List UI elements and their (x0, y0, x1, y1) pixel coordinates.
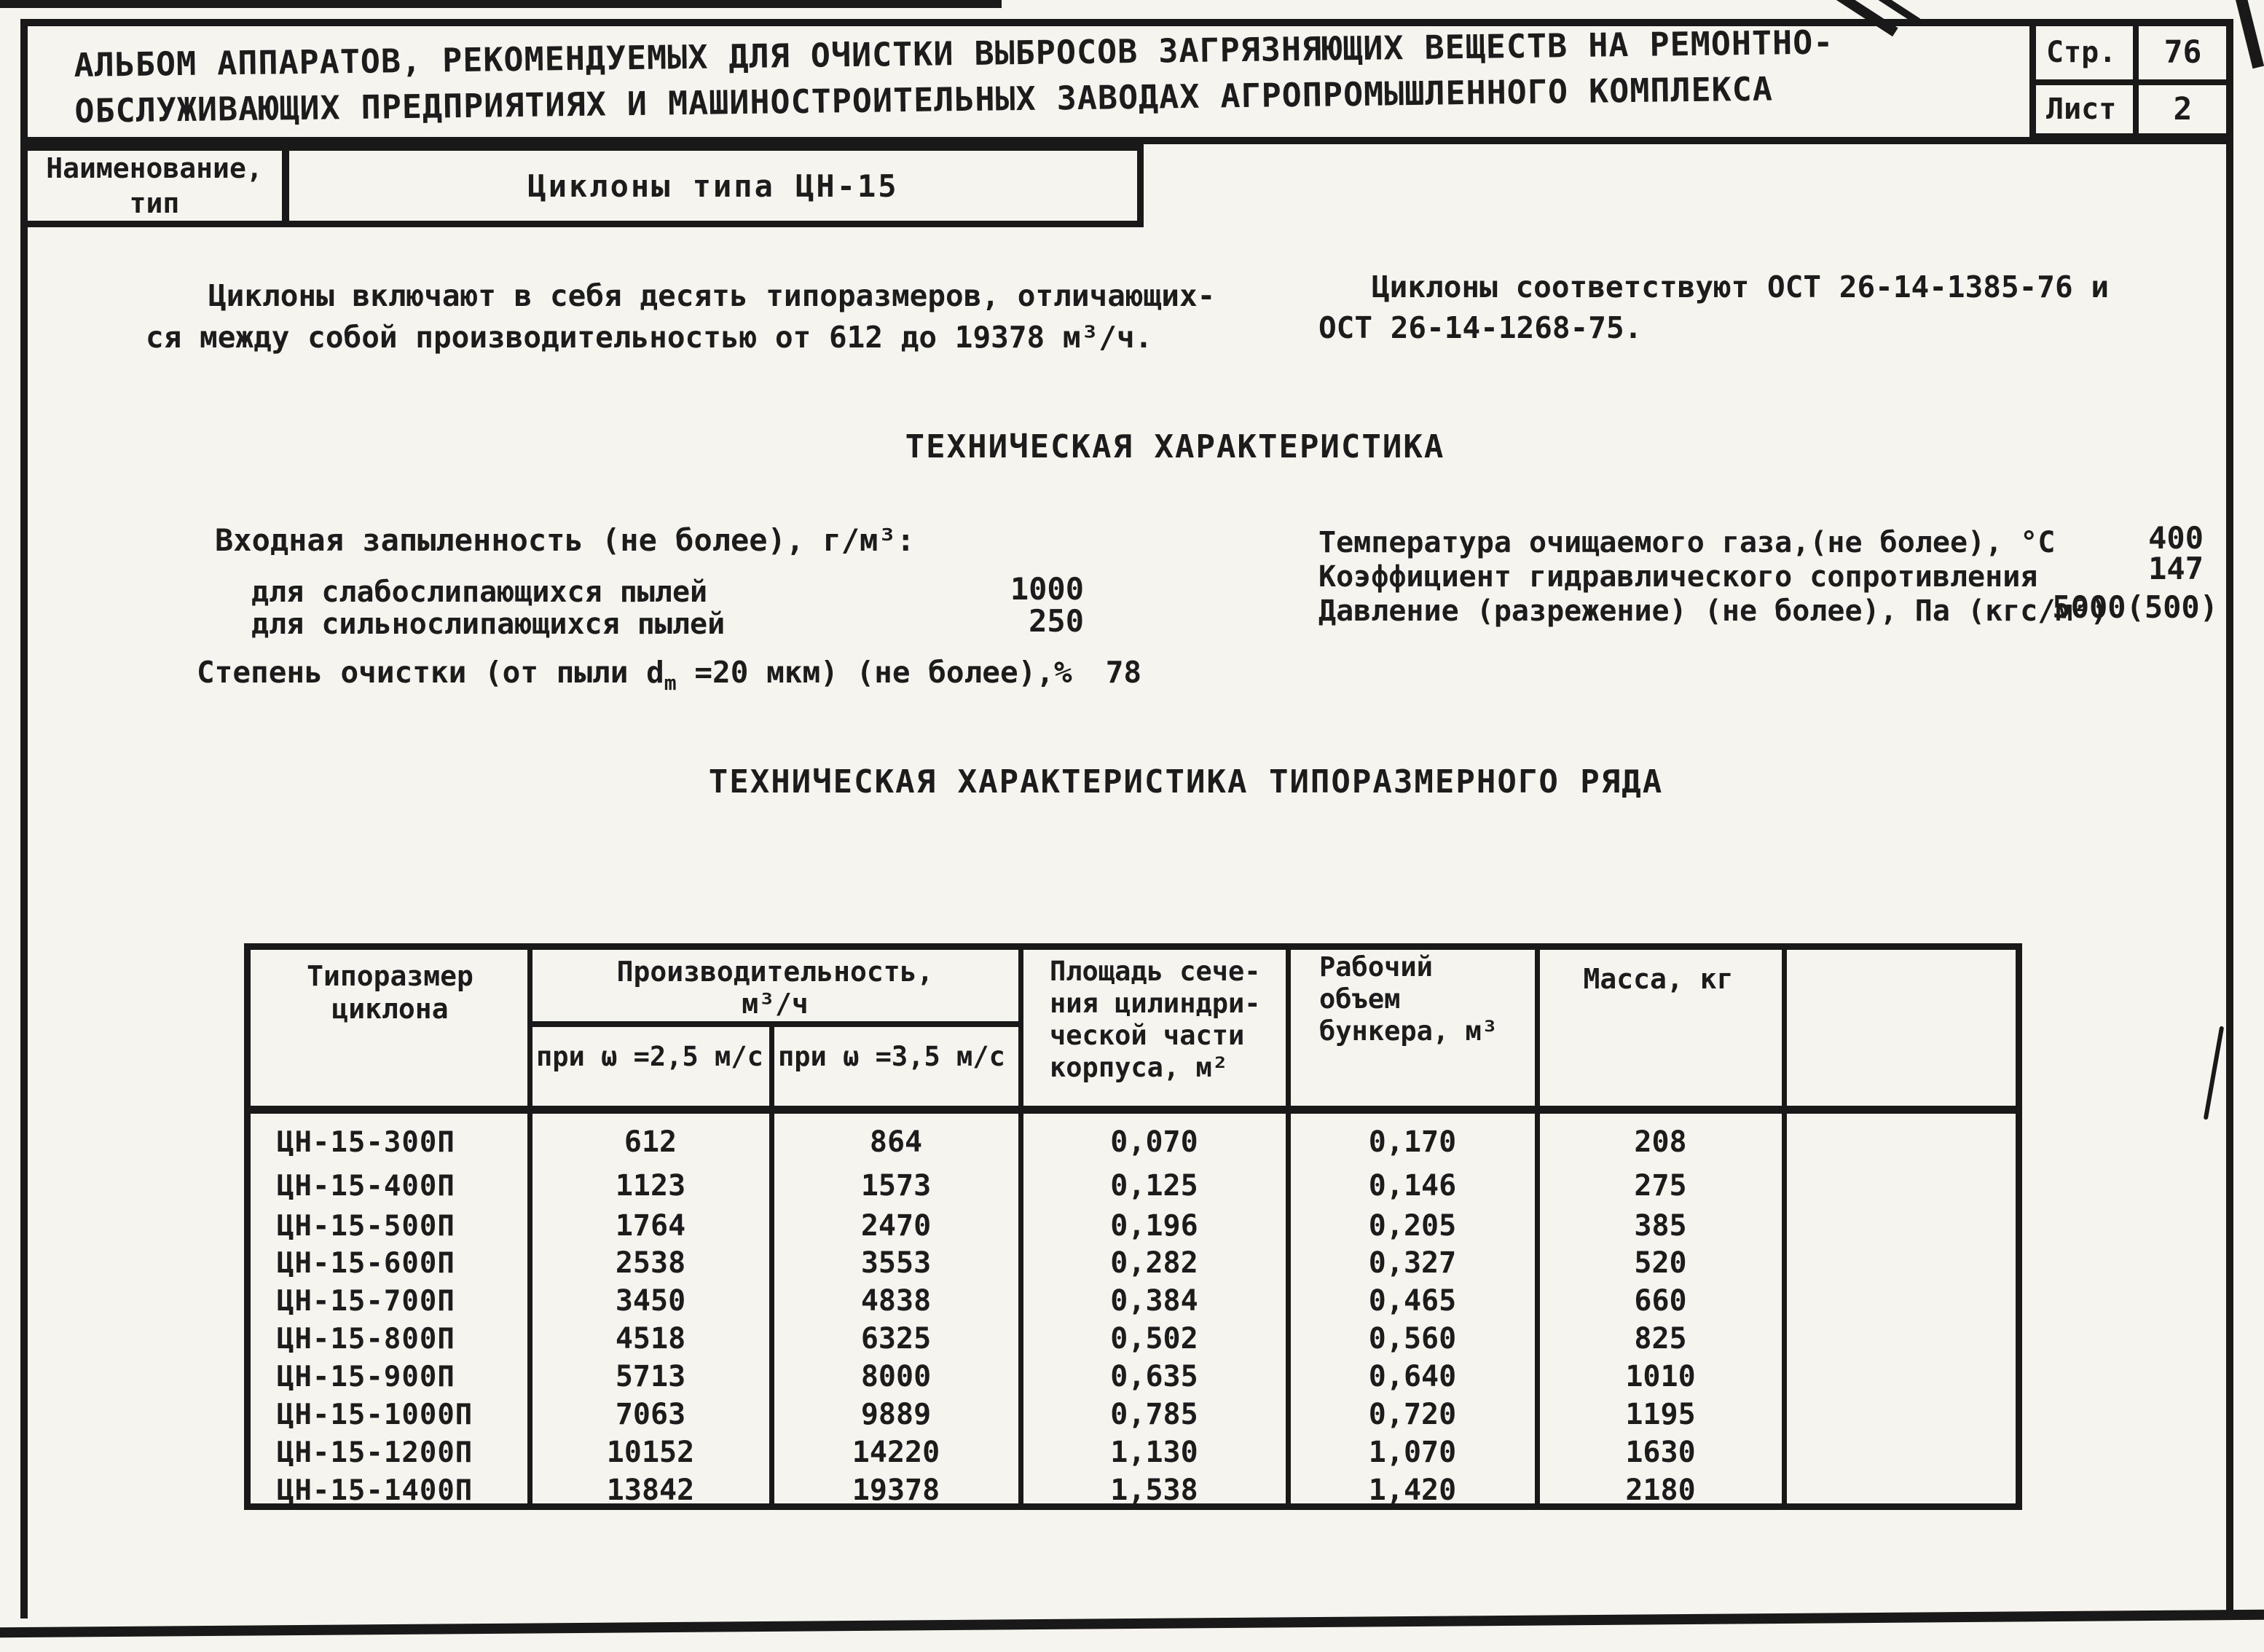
cell-mass: 385 (1634, 1209, 1687, 1243)
cell-capacity-25: 612 (624, 1125, 677, 1159)
cell-capacity-35: 19378 (852, 1474, 940, 1507)
tech-characteristics-heading: ТЕХНИЧЕСКАЯ ХАРАКТЕРИСТИКА (905, 428, 1445, 465)
col-header-area-line3: ческой части (1050, 1020, 1245, 1051)
table-subheader-line (527, 1021, 1023, 1027)
cell-area: 0,635 (1110, 1360, 1198, 1393)
cell-mass: 825 (1634, 1322, 1687, 1356)
cell-area: 0,125 (1110, 1169, 1198, 1203)
table-row (251, 1282, 2016, 1320)
cleaning-degree-subscript: m (664, 671, 677, 695)
size-range-heading: ТЕХНИЧЕСКАЯ ХАРАКТЕРИСТИКА ТИПОРАЗМЕРНОГО РЯДА (708, 763, 1664, 801)
table-row (251, 1244, 2016, 1282)
cell-mass: 1195 (1625, 1398, 1696, 1431)
intro-right-line1: Циклоны соответствуют ОСТ 26-14-1385-76 и (1372, 270, 2110, 304)
name-type-label-cell (20, 144, 288, 227)
cell-capacity-25: 1764 (615, 1209, 686, 1243)
cell-mass: 275 (1634, 1169, 1687, 1203)
gas-temperature-value: 400 (2148, 520, 2204, 556)
col-header-speed-35: при ω =3,5 м/с (778, 1041, 1005, 1072)
cell-type: ЦН-15-1400П (277, 1474, 473, 1507)
cell-type: ЦН-15-1200П (277, 1436, 473, 1469)
cell-type: ЦН-15-600П (277, 1246, 455, 1280)
table-row (251, 1320, 2016, 1358)
table-row (251, 1207, 2016, 1245)
cell-area: 0,282 (1110, 1246, 1198, 1280)
cell-capacity-35: 1573 (860, 1169, 932, 1203)
cell-area: 1,538 (1110, 1474, 1198, 1507)
pressure-label: Давление (разрежение) (не более), Па (кгс/м²) (1318, 594, 2108, 628)
title-separator-line (20, 137, 2233, 144)
cell-type: ЦН-15-400П (277, 1169, 455, 1203)
cell-capacity-25: 13842 (606, 1474, 695, 1507)
cleaning-degree-line (197, 655, 1142, 695)
cell-capacity-25: 7063 (615, 1398, 686, 1431)
cleaning-degree-value: 78 (1105, 655, 1142, 690)
table-row (251, 1396, 2016, 1433)
name-type-label-line1: Наименование, (46, 152, 263, 184)
intro-left-line1: Циклоны включают в себя десять типоразмеров, отличающих- (208, 278, 1216, 313)
cell-capacity-35: 8000 (860, 1360, 932, 1393)
sheet-number-label: Лист (2036, 79, 2133, 133)
cell-type: ЦН-15-800П (277, 1322, 455, 1356)
cell-capacity-35: 4838 (860, 1284, 932, 1318)
cell-area: 0,384 (1110, 1284, 1198, 1318)
cell-capacity-25: 10152 (606, 1436, 695, 1469)
cell-type: ЦН-15-900П (277, 1360, 455, 1393)
cell-bunker: 0,465 (1368, 1284, 1457, 1318)
col-header-mass: Масса, кг (1583, 963, 1734, 995)
cell-capacity-25: 3450 (615, 1284, 686, 1318)
table-header-separator (251, 1106, 2016, 1114)
cell-type: ЦН-15-300П (277, 1125, 455, 1159)
cell-capacity-35: 864 (869, 1125, 923, 1159)
cell-area: 1,130 (1110, 1436, 1198, 1469)
scan-artifact (0, 0, 1002, 8)
page-sheet-box (2029, 19, 2233, 140)
table-row (251, 1433, 2016, 1471)
cell-bunker: 0,170 (1368, 1125, 1457, 1159)
table-row (251, 1358, 2016, 1396)
cell-capacity-25: 1123 (615, 1169, 686, 1203)
col-header-area-line4: корпуса, м² (1050, 1052, 1229, 1083)
cell-type: ЦН-15-500П (277, 1209, 455, 1243)
col-header-type-line2: циклона (331, 993, 449, 1025)
col-header-area-line2: ния цилиндри- (1050, 988, 1261, 1019)
table-row (251, 1471, 2016, 1509)
cell-type: ЦН-15-1000П (277, 1398, 473, 1431)
col-header-bunker-line2: объем (1319, 983, 1401, 1015)
cleaning-degree-label-end: =20 мкм) (не более),% (676, 655, 1072, 690)
col-header-type (251, 960, 530, 1026)
cell-bunker: 0,146 (1368, 1169, 1457, 1203)
cell-bunker: 0,640 (1368, 1360, 1457, 1393)
document-title-line1: АЛЬБОМ АППАРАТОВ, РЕКОМЕНДУЕМЫХ ДЛЯ ОЧИСТКИ ВЫБРОСОВ ЗАГРЯЗНЯЮЩИХ ВЕЩЕСТВ НА РЕМОНТНО- (74, 23, 1834, 85)
weak-dust-label: для слабослипающихся пылей (251, 575, 708, 609)
cleaning-degree-label: Степень очистки (от пыли d (197, 655, 664, 690)
cell-capacity-25: 2538 (615, 1246, 686, 1280)
col-header-bunker-line3: бункера, м³ (1319, 1015, 1498, 1047)
strong-dust-value: 250 (1029, 603, 1084, 639)
page-number-label: Стр. (2046, 36, 2117, 69)
cell-capacity-35: 2470 (860, 1209, 932, 1243)
cell-capacity-35: 6325 (860, 1322, 932, 1356)
col-header-capacity (530, 956, 1021, 1020)
cell-bunker: 0,560 (1368, 1322, 1457, 1356)
col-header-capacity-line1: Производительность, (616, 956, 934, 988)
inlet-dust-label: Входная запыленность (не более), г/м³: (215, 522, 915, 558)
strong-dust-label: для сильнослипающихся пылей (251, 607, 726, 641)
scan-artifact (2233, 0, 2264, 68)
hydraulic-coefficient-value: 147 (2148, 551, 2204, 586)
intro-left-line2: ся между собой производительностью от 612 до 19378 м³/ч. (146, 320, 1153, 355)
cell-capacity-35: 14220 (852, 1436, 940, 1469)
col-header-speed-25: при ω =2,5 м/с (536, 1041, 763, 1072)
cell-capacity-35: 9889 (860, 1398, 932, 1431)
cell-mass: 1630 (1625, 1436, 1696, 1469)
cell-bunker: 1,420 (1368, 1474, 1457, 1507)
hydraulic-coefficient-label: Коэффициент гидравлического сопротивления (1318, 560, 2038, 594)
cell-area: 0,785 (1110, 1398, 1198, 1431)
sheet-number-value: 2 (2133, 79, 2227, 133)
document-title-line2: ОБСЛУЖИВАЮЩИХ ПРЕДПРИЯТИЯХ И МАШИНОСТРОИТЕЛЬНЫХ ЗАВОДАХ АГРОПРОМЫШЛЕННОГО КОМПЛЕКСА (74, 69, 1774, 130)
equipment-type-cell: Циклоны типа ЦН-15 (283, 144, 1144, 227)
cell-type: ЦН-15-700П (277, 1284, 455, 1318)
intro-paragraph-right (1318, 267, 2109, 348)
gas-temperature-label: Температура очищаемого газа,(не более), °С (1318, 526, 2056, 559)
cell-mass: 1010 (1625, 1360, 1696, 1393)
cell-capacity-25: 5713 (615, 1360, 686, 1393)
table-row (251, 1123, 2016, 1161)
page-number-value: 76 (2133, 25, 2227, 79)
cell-mass: 520 (1634, 1246, 1687, 1280)
cell-bunker: 0,205 (1368, 1209, 1457, 1243)
cell-capacity-25: 4518 (615, 1322, 686, 1356)
cell-area: 0,070 (1110, 1125, 1198, 1159)
cell-mass: 2180 (1625, 1474, 1696, 1507)
cell-capacity-35: 3553 (860, 1246, 932, 1280)
cell-area: 0,196 (1110, 1209, 1198, 1243)
name-type-label-line2: тип (129, 187, 180, 219)
pressure-value: 5000(500) (2052, 589, 2218, 625)
cell-mass: 660 (1634, 1284, 1687, 1318)
col-header-bunker-line1: Рабочий (1319, 951, 1433, 983)
col-header-section-area (1050, 956, 1261, 1084)
cell-bunker: 0,327 (1368, 1246, 1457, 1280)
specification-table (244, 943, 2022, 1510)
cell-mass: 208 (1634, 1125, 1687, 1159)
cell-area: 0,502 (1110, 1322, 1198, 1356)
intro-paragraph-left (146, 275, 1215, 358)
intro-right-line2: ОСТ 26-14-1268-75. (1318, 310, 1643, 345)
cell-bunker: 1,070 (1368, 1436, 1457, 1469)
weak-dust-value: 1000 (1010, 571, 1084, 607)
col-header-bunker-volume (1319, 951, 1498, 1047)
col-header-area-line1: Площадь сече- (1050, 956, 1261, 987)
table-row (251, 1167, 2016, 1205)
col-header-capacity-line2: м³/ч (742, 988, 809, 1020)
cell-bunker: 0,720 (1368, 1398, 1457, 1431)
col-header-type-line1: Типоразмер (307, 960, 473, 992)
